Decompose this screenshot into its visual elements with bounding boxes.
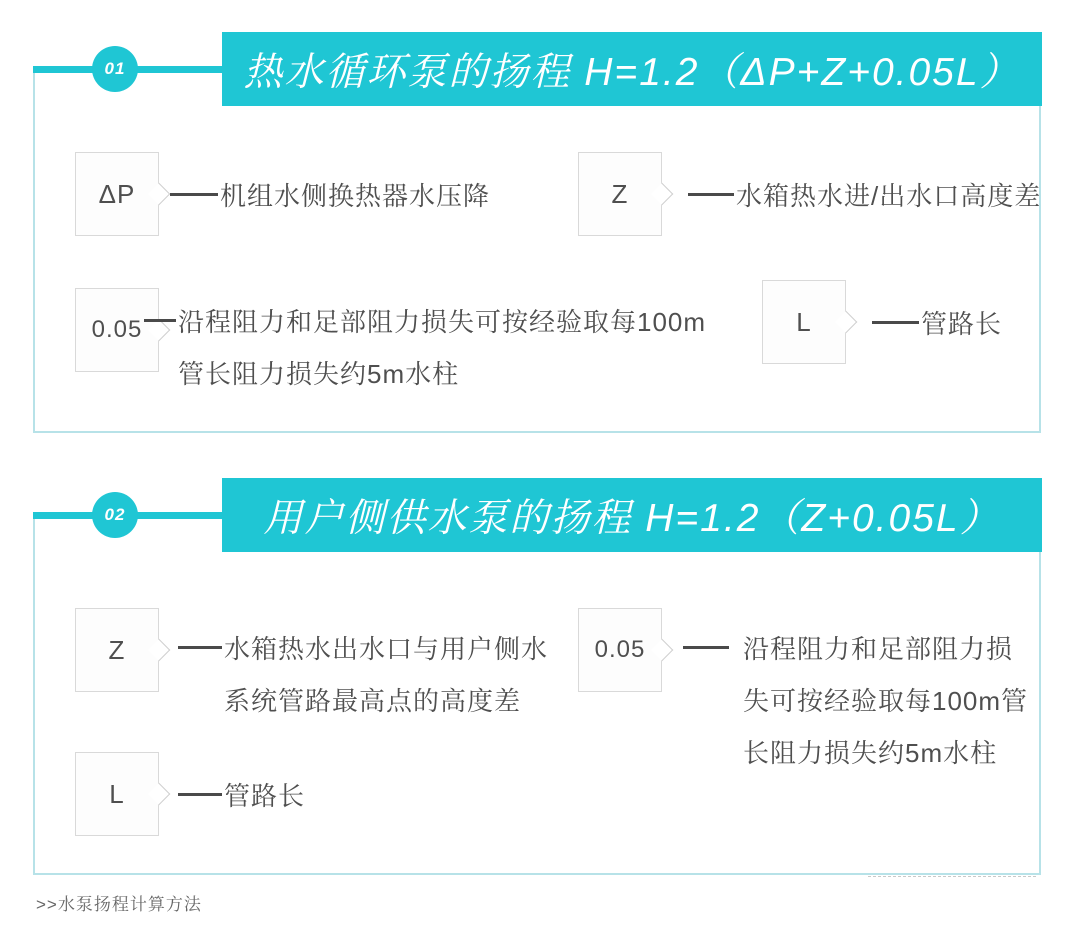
definition-text: 管路长: [224, 780, 306, 811]
definition-text: 水箱热水进/出水口高度差: [736, 180, 1042, 211]
symbol-label: L: [796, 306, 812, 337]
section-01-title: 热水循环泵的扬程 H=1.2（ΔP+Z+0.05L）: [222, 32, 1042, 106]
connector-dash: [683, 646, 729, 649]
symbol-label: Z: [108, 634, 126, 665]
definition-line: [178, 779, 305, 809]
definition-text: 系统管路最高点的高度差: [224, 685, 522, 716]
symbol-box-z: [75, 608, 159, 692]
watermark-marks: [868, 866, 1036, 877]
symbol-box-l: [762, 280, 846, 364]
footer-caption: >>水泵扬程计算方法: [36, 895, 202, 914]
symbol-label: L: [109, 778, 125, 809]
symbol-box-0-05: [578, 608, 662, 692]
section-02-number-badge: 02: [92, 492, 138, 538]
definition-text: 管长阻力损失约5m水柱: [178, 358, 460, 389]
definition-line: [683, 632, 1013, 662]
symbol-label: Z: [611, 178, 629, 209]
symbol-label: 0.05: [594, 636, 646, 663]
definition-text: 失可按经验取每100m管: [743, 685, 1029, 716]
connector-dash: [178, 793, 222, 796]
section-01-number-badge: 01: [92, 46, 138, 92]
definition-text: 机组水侧换热器水压降: [220, 180, 491, 211]
connector-dash: [144, 319, 176, 322]
section-02-title: 用户侧供水泵的扬程 H=1.2（Z+0.05L）: [222, 478, 1042, 552]
symbol-label: ΔP: [98, 178, 136, 209]
definition-line: [872, 307, 1002, 337]
definition-text: 管路长: [921, 308, 1003, 339]
connector-dash: [872, 321, 919, 324]
symbol-box-l: [75, 752, 159, 836]
connector-dash: [178, 646, 222, 649]
definition-text: 长阻力损失约5m水柱: [743, 737, 998, 768]
definition-line: [178, 632, 548, 662]
symbol-box-delta-p: [75, 152, 159, 236]
connector-dash: [688, 193, 734, 196]
definition-text: 沿程阻力和足部阻力损: [743, 633, 1014, 664]
definition-line: [170, 179, 490, 209]
definition-text: 水箱热水出水口与用户侧水: [224, 633, 549, 664]
symbol-label: 0.05: [91, 316, 143, 343]
symbol-box-z: [578, 152, 662, 236]
definition-line: [688, 179, 1041, 209]
definition-text: 沿程阻力和足部阻力损失可按经验取每100m: [178, 306, 707, 337]
definition-line: [144, 305, 706, 335]
connector-dash: [170, 193, 218, 196]
